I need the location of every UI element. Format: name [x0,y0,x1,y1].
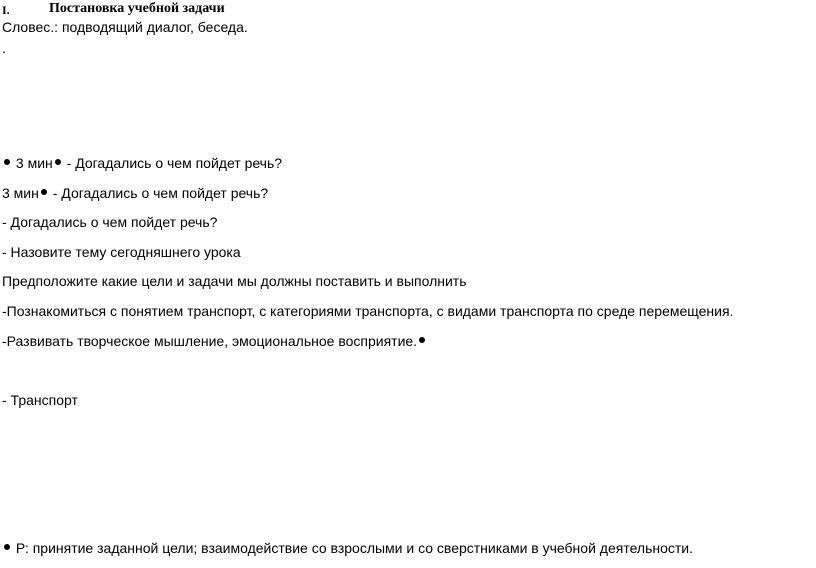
bullet-line-time-question [2,155,282,171]
bullet-icon [419,337,425,343]
heading-number: I. [2,3,10,17]
goal-develop-line [2,333,427,349]
bullet-icon [55,159,61,165]
bullet-icon [4,159,10,165]
question-line: - Догадались о чем пойдет речь? [2,214,218,230]
regulatory-outcome-text: Р: принятие заданной цели; взаимодействие со взрослыми и со сверстниками в учебной деятельности. [12,540,694,556]
method-line: Словес.: подводящий диалог, беседа. [2,19,248,35]
question-text: - Догадались о чем пойдет речь? [62,155,283,171]
answer-transport-line: - Транспорт [2,392,78,408]
section-heading: Постановка учебной задачи [49,1,225,16]
regulatory-outcome-line [2,540,693,556]
bullet-icon [4,544,10,550]
time-question-line [2,185,268,201]
goal-develop-text: -Развивать творческое мышление, эмоциональное восприятие. [2,333,418,349]
dot-line: . [2,40,6,56]
time-label: 3 мин [15,155,53,171]
goals-prompt-line: Предположите какие цели и задачи мы должны поставить и выполнить [2,273,467,289]
question-text: - Догадались о чем пойдет речь? [48,185,269,201]
time-label: 3 мин [2,185,39,201]
topic-question-line: - Назовите тему сегодняшнего урока [2,244,241,260]
goal-familiarize-line: -Познакомиться с понятием транспорт, с категориями транспорта, с видами транспорта по среде перемещения. [2,303,734,319]
bullet-icon [41,189,47,195]
